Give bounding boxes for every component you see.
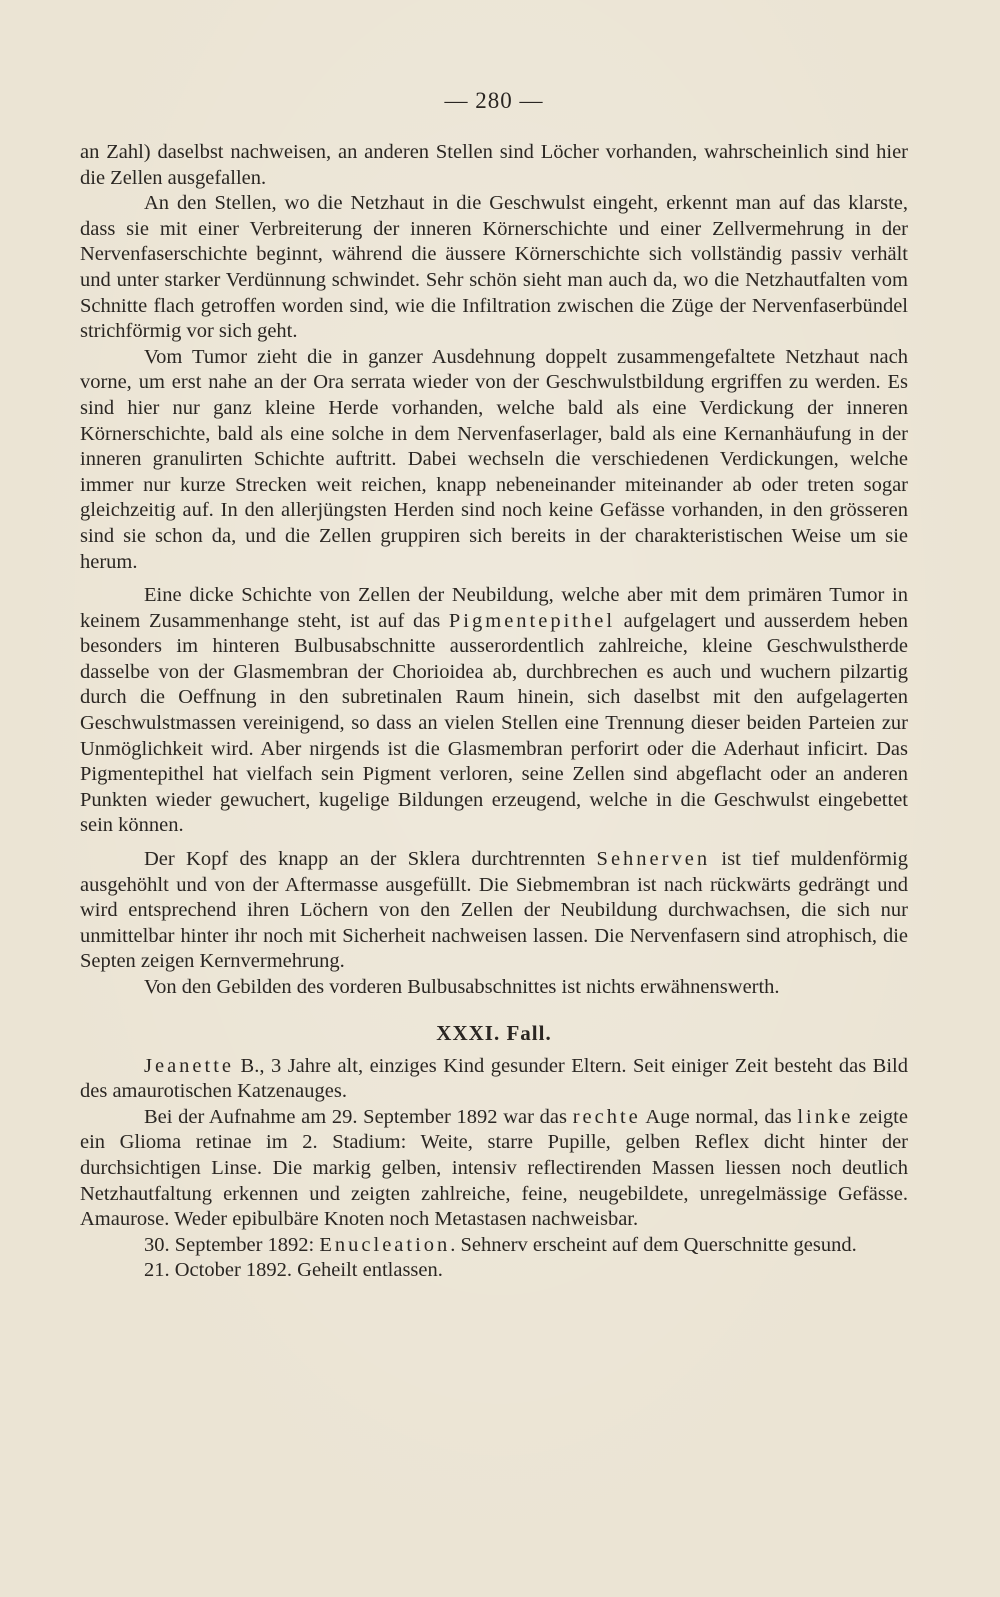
text-segment: B., 3 Jahre alt, einziges Kind gesunder Eltern. Seit einiger Zeit besteht das Bild des amaurotischen Katzenauges.	[80, 1054, 908, 1103]
paragraph-continuation: an Zahl) daselbst nachweisen, an anderen Stellen sind Löcher vorhanden, wahrscheinlich sind hier die Zellen ausgefallen.	[80, 141, 908, 189]
paragraph-tumor-netzhaut: Vom Tumor zieht die in ganzer Ausdehnung doppelt zusammengefaltete Netzhaut nach vorne, um erst nahe an der Ora serrata wieder von der Geschwulstbildung ergriffen zu werden. Es sind hier nur ganz kleine Herde vorhanden, welche bald als eine Verdickung der inneren Körnerschichte, bald als eine solche in dem Nervenfaserlager, bald als eine Kernanhäufung in der inneren granulirten Schichte auftritt. Dabei wechseln die verschiedenen Verdickungen, welche immer nur kurze Strecken weit reichen, knapp nebeneinander miteinander ab oder treten sogar gleichzeitig auf. In den allerjüngsten Herden sind noch keine Gefässe vorhanden, in den grösseren sind sie schon da, und die Zellen gruppiren sich bereits in der charakteristischen Weise um sie herum.	[80, 345, 908, 573]
paragraph-pigmentepithel	[80, 583, 908, 839]
case-paragraph-aufnahme	[80, 1105, 908, 1233]
text-segment: . Sehnerv erscheint auf dem Querschnitte gesund.	[450, 1233, 857, 1256]
case-paragraph-patient	[80, 1054, 908, 1105]
emphasized-term: Enucleation	[319, 1233, 451, 1256]
emphasized-term: Pigmentepithel	[448, 609, 616, 632]
text-segment: Eine dicke Schichte von Zellen der Neubildung, welche aber mit dem primären Tumor in keinem Zusammenhange steht, ist auf das	[80, 584, 908, 632]
emphasized-term: Sehnerven	[596, 848, 711, 871]
paragraph-sehnerv	[80, 847, 908, 975]
text-segment: 30. September 1892:	[144, 1233, 320, 1256]
paragraph-netzhaut-stellen: An den Stellen, wo die Netzhaut in die Geschwulst eingeht, erkennt man auf das klarste, dass sie mit einer Verbreiterung der inneren Körnerschichte und einer Zellvermehrung in der Nervenfaserschichte beginnt, während die äussere Körnerschichte sich vollständig passiv verhält und unter starker Verdünnung schwindet. Sehr schön sieht man auch da, wo die Netzhautfalten vom Schnitte flach getroffen worden sind, wie die Infiltration zwischen die Züge der Nervenfaserbündel strichförmig vor sich geht.	[80, 192, 908, 343]
emphasized-term: linke	[797, 1105, 854, 1128]
emphasized-term: rechte	[572, 1105, 641, 1128]
text-segment: Der Kopf des knapp an der Sklera durchtrennten	[144, 848, 597, 871]
text-segment: Auge normal, das	[640, 1105, 798, 1128]
case-paragraph-enucleation	[80, 1233, 908, 1259]
text-segment: ist tief muldenförmig ausgehöhlt und von der Aftermasse ausgefüllt. Die Siebmembran ist nach rückwärts gedrängt und wird entsprechend ihren Löchern von den Zellen der Neubildung durchwachsen, die sich nur unmittelbar hinter ihr noch mit Sicherheit nachweisen lassen. Die Nervenfasern sind atrophisch, die Septen zeigen Kernvermehrung.	[80, 848, 908, 973]
text-segment: aufgelagert und ausserdem heben besonders im hinteren Bulbusabschnitte ausserordentlich zahlreiche, kleine Geschwulstherde dasselbe von der Glasmembran der Chorioidea ab, durchbrechen es auch und wuchern pilzartig durch die Oeffnung in den subretinalen Raum hinein, sich daselbst mit den aufgelagerten Geschwulstmassen vereinigend, so dass an vielen Stellen eine Trennung dieser beiden Parteien zur Unmöglichkeit wird. Aber nirgends ist die Glasmembran perforirt oder die Aderhaut inficirt. Das Pigmentepithel hat vielfach sein Pigment verloren, seine Zellen sind abgeflacht oder an anderen Punkten wieder gewuchert, kugelige Bildungen erzeugend, welche in die Geschwulst eingebettet sein können.	[80, 609, 908, 837]
case-heading: XXXI. Fall.	[436, 1020, 552, 1045]
paragraph-vorderer-bulbus: Von den Gebilden des vorderen Bulbusabschnittes ist nichts erwähnenswerth.	[144, 976, 780, 998]
text-segment: zeigte ein Glioma retinae im 2. Stadium: Weite, starre Pupille, gelben Reflex dicht hinter der durchsichtigen Linse. Die markig gelben, intensiv reflectirenden Massen liessen noch deutlich Netzhautfaltung erkennen und zeigten zahlreiche, feine, neugebildete, unregelmässige Gefässe. Amaurose. Weder epibulbäre Knoten noch Metastasen nachweisbar.	[80, 1105, 908, 1231]
page-number: — 280 —	[444, 88, 544, 113]
case-paragraph-entlassen: 21. October 1892. Geheilt entlassen.	[144, 1259, 443, 1282]
emphasized-term: Jeanette	[144, 1054, 235, 1077]
text-segment: Bei der Aufnahme am 29. September 1892 war das	[144, 1105, 573, 1128]
